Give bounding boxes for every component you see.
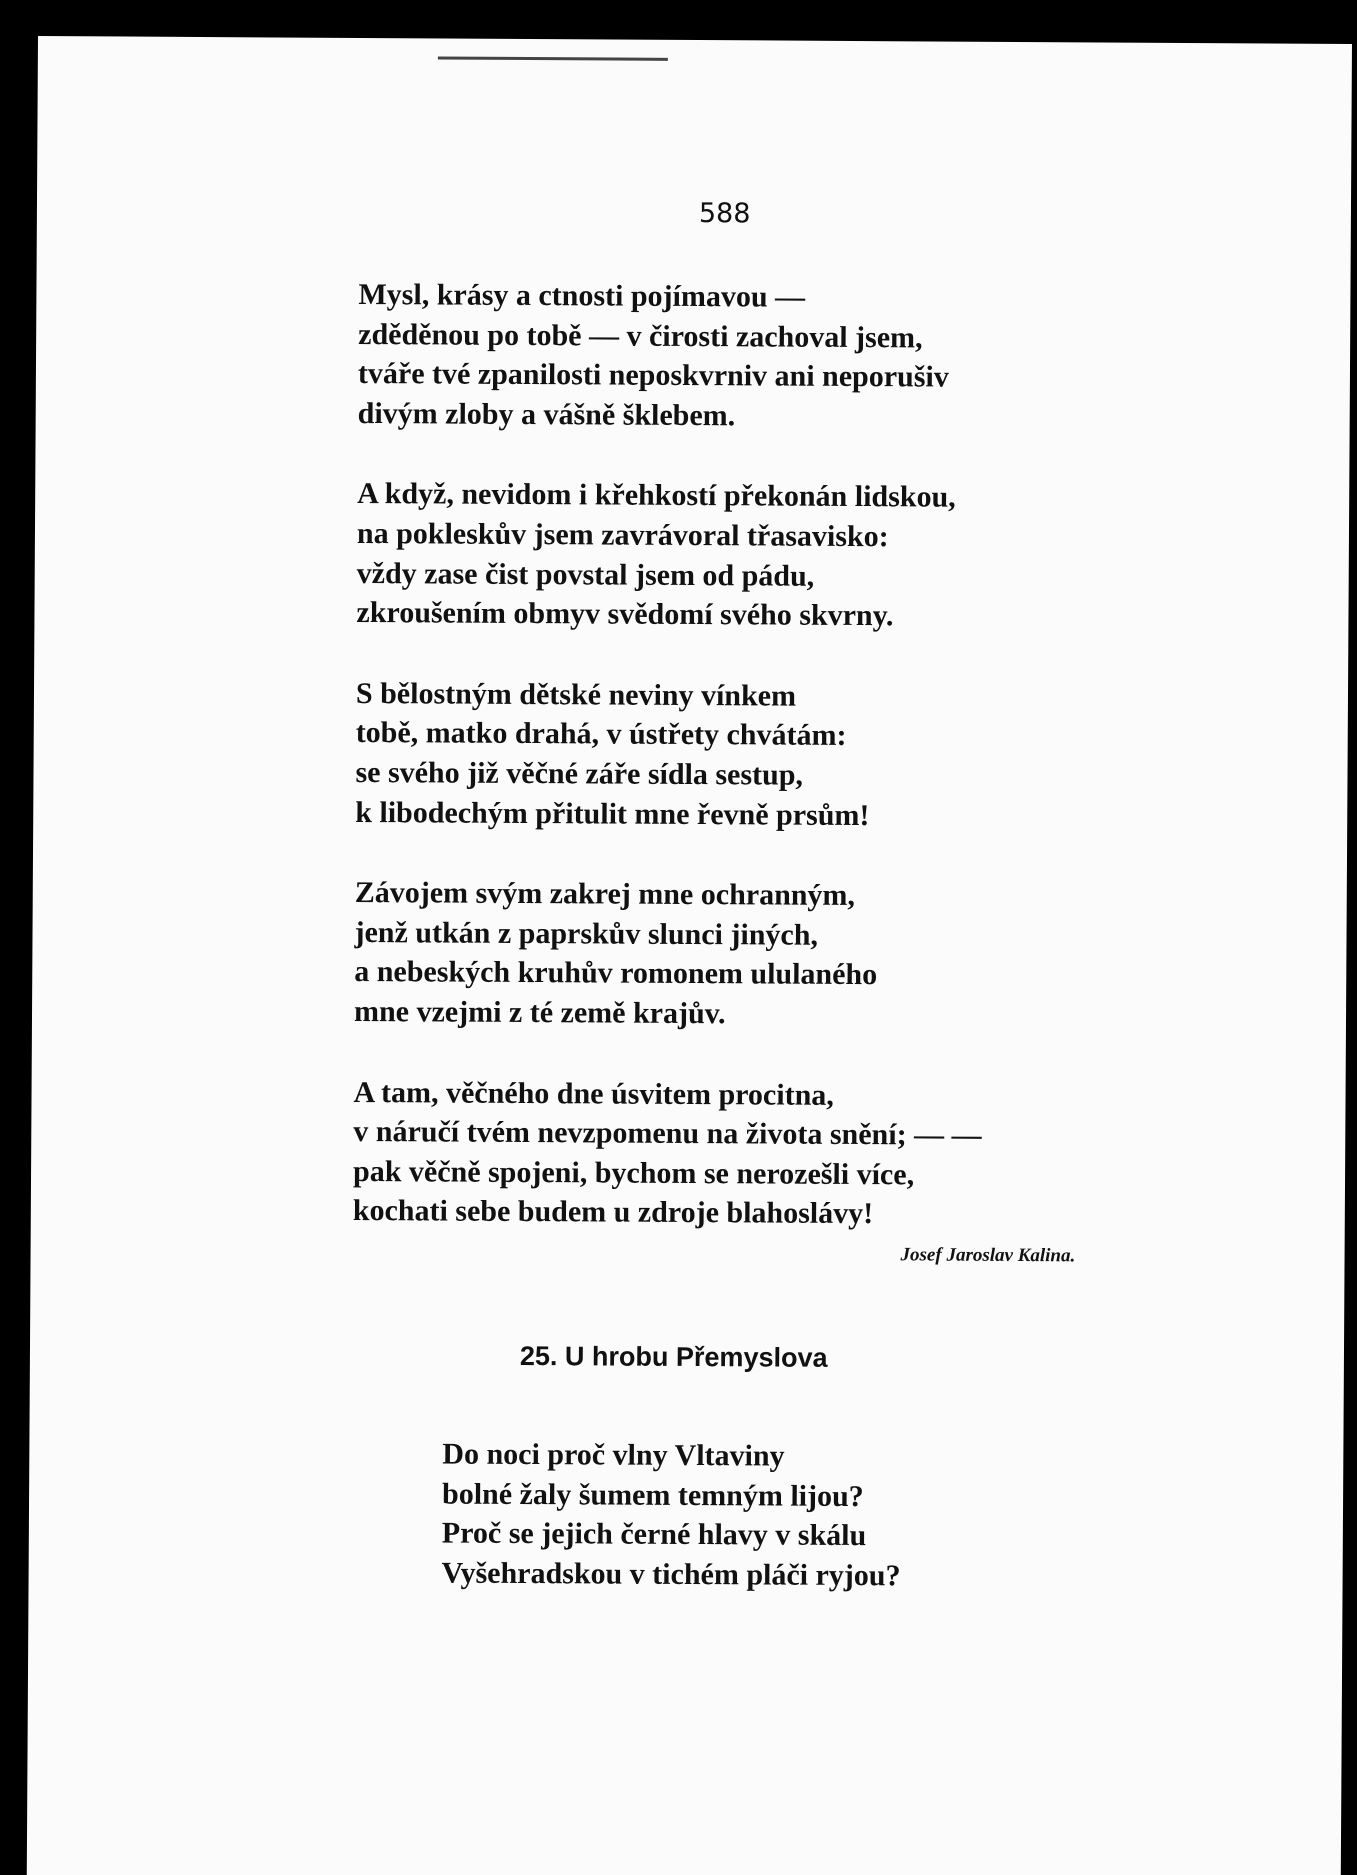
book-page — [27, 36, 1352, 1875]
poem-line: Do noci proč vlny Vltaviny — [442, 1437, 785, 1473]
poem-line: mne vzejmi z té země krajův. — [353, 994, 726, 1031]
poem-line: Vyšehradskou v tichém pláči ryjou? — [441, 1556, 901, 1593]
top-edge-mark — [438, 56, 668, 60]
poem-line: v náručí tvém nevzpomenu na života snění; — — — [353, 1115, 982, 1152]
poem-line: Proč se jejich černé hlavy v skálu — [441, 1516, 867, 1553]
poem-line: a nebeských kruhův romonem ululaného — [354, 955, 878, 992]
author-signature: Josef Jaroslav Kalina. — [900, 1244, 1076, 1267]
poem-line: S bělostným dětské neviny vínkem — [355, 676, 797, 713]
stanza — [356, 474, 1257, 638]
poem-line: A když, nevidom i křehkostí překonán lidskou, — [357, 477, 956, 514]
poem-line: zděděnou po tobě — v čirosti zachoval jsem, — [358, 317, 923, 355]
poem-line: jenž utkán z paprskův slunci jiných, — [354, 915, 819, 952]
poem-line: bolné žaly šumem temným lijou? — [442, 1477, 864, 1513]
poem-line: kochati sebe budem u zdroje blahoslávy! — [352, 1194, 874, 1231]
poem-line: Závojem svým zakrej mne ochranným, — [354, 876, 856, 913]
stanza — [353, 1072, 1254, 1236]
poem-line: pak věčně spojeni, bychom se nerozešli více, — [352, 1154, 915, 1192]
stanza — [354, 873, 1255, 1037]
poem-line: na pokleskův jsem zavrávoral třasavisko: — [356, 516, 889, 554]
poem-line: tváře tvé zpanilosti neposkvrniv ani neporušiv — [357, 357, 949, 394]
stanza — [355, 674, 1256, 838]
next-poem-body — [441, 1434, 1142, 1597]
stanza — [358, 275, 1259, 439]
poem-title: 25. U hrobu Přemyslova — [519, 1340, 828, 1373]
poem-line: vždy zase čist povstal jsem od pádu, — [356, 556, 815, 593]
poem-body — [352, 275, 1258, 1277]
poem-line: se svého již věčné záře sídla sestup, — [355, 755, 804, 792]
poem-line: divým zloby a vášně šklebem. — [357, 396, 736, 433]
poem-line: k libodechým přitulit mne řevně prsům! — [355, 795, 870, 832]
page-number: 588 — [698, 198, 751, 230]
poem-line: A tam, věčného dne úsvitem procitna, — [353, 1075, 834, 1112]
poem-line: tobě, matko drahá, v ústřety chvátám: — [355, 716, 847, 753]
poem-line: Mysl, krásy a ctnosti pojímavou — — [358, 277, 806, 314]
poem-line: zkroušením obmyv svědomí svého skvrny. — [356, 596, 894, 633]
